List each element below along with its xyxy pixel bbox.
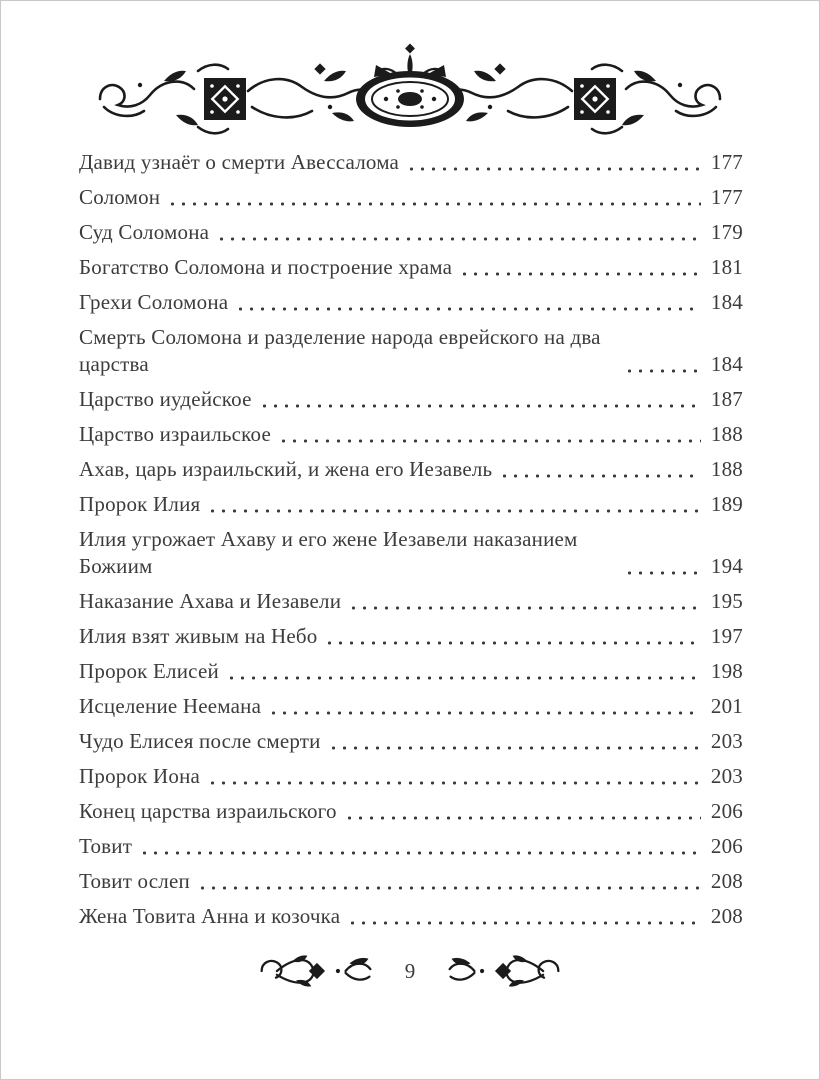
toc-entry [79, 868, 743, 895]
toc-entry-page: 194 [710, 554, 743, 578]
toc-entry-title: Царство израильское [79, 422, 271, 446]
toc-entry [79, 456, 743, 483]
toc-entry [79, 289, 743, 316]
toc-entry-page: 201 [710, 694, 743, 718]
toc-entry-page: 179 [710, 220, 743, 244]
toc-dot-leader [344, 816, 701, 820]
toc-entry [79, 833, 743, 860]
toc-entry-title: Конец царства израильского [79, 799, 337, 823]
toc-entry [79, 693, 743, 720]
toc-entry-page: 189 [710, 492, 743, 516]
toc-entry-title: Давид узнаёт о смерти Авессалома [79, 150, 400, 174]
toc-entry [79, 421, 743, 448]
toc-entry-title: Наказание Ахава и Иезавели [79, 589, 342, 613]
toc-dot-leader [624, 369, 701, 373]
toc-entry-page: 177 [710, 185, 743, 209]
toc-dot-leader [278, 439, 701, 443]
footer-ornament-left-icon [254, 949, 378, 993]
toc-entry-title: Пророк Илия [79, 492, 201, 516]
toc-entry-page: 208 [710, 904, 743, 928]
toc-dot-leader [624, 571, 701, 575]
toc-dot-leader [499, 474, 701, 478]
toc-dot-leader [259, 404, 701, 408]
toc-entry-page: 206 [710, 834, 743, 858]
toc-dot-leader [459, 272, 701, 276]
toc-entry-title: Чудо Елисея после смерти [79, 729, 321, 753]
toc-entry-page: 188 [710, 457, 743, 481]
page-footer [1, 949, 819, 993]
toc-entry-page: 197 [710, 624, 743, 648]
toc-entry-title: Суд Соломона [79, 220, 210, 244]
toc-dot-leader [207, 509, 701, 513]
toc-entry-page: 206 [710, 799, 743, 823]
toc-entry [79, 219, 743, 246]
toc-entry-page: 195 [710, 589, 743, 613]
toc-entry [79, 623, 743, 650]
filigree-headpiece-icon [80, 41, 740, 141]
toc-entry-title: Грехи Соломона [79, 290, 229, 314]
toc-entry-title: Товит [79, 834, 133, 858]
toc-entry [79, 324, 743, 378]
toc-entry-title: Соломон [79, 185, 161, 209]
toc-entry [79, 903, 743, 930]
toc-entry-page: 177 [710, 150, 743, 174]
header-ornament [80, 41, 740, 141]
toc-entry-title: Царство иудейское [79, 387, 252, 411]
toc-dot-leader [348, 606, 701, 610]
toc-dot-leader [167, 202, 701, 206]
toc-entry-title: Пророк Иона [79, 764, 201, 788]
toc-entry-title: Богатство Соломона и построение храма [79, 255, 453, 279]
toc-dot-leader [328, 746, 701, 750]
toc-dot-leader [324, 641, 701, 645]
toc-entry-page: 184 [710, 352, 743, 376]
toc-entry-page: 208 [710, 869, 743, 893]
toc-entry-title: Жена Товита Анна и козочка [79, 904, 341, 928]
toc-entry-page: 198 [710, 659, 743, 683]
toc-entry [79, 763, 743, 790]
table-of-contents [79, 149, 743, 938]
toc-entry-title: Илия взят живым на Небо [79, 624, 318, 648]
toc-entry-page: 203 [710, 764, 743, 788]
toc-dot-leader [139, 851, 701, 855]
toc-dot-leader [207, 781, 701, 785]
toc-dot-leader [268, 711, 701, 715]
toc-entry-page: 184 [710, 290, 743, 314]
toc-dot-leader [347, 921, 701, 925]
toc-entry-title: Смерть Соломона и разделение народа еврейского на два царства [79, 325, 601, 376]
toc-entry [79, 588, 743, 615]
toc-entry [79, 149, 743, 176]
toc-entry [79, 658, 743, 685]
page-number: 9 [404, 958, 416, 983]
toc-entry-title: Илия угрожает Ахаву и его жене Иезавели наказанием Божиим [79, 527, 578, 578]
toc-entry-title: Исцеление Неемана [79, 694, 262, 718]
toc-entry [79, 728, 743, 755]
toc-entry-title: Ахав, царь израильский, и жена его Иезавель [79, 457, 493, 481]
toc-entry-title: Товит ослеп [79, 869, 190, 893]
toc-entry-page: 187 [710, 387, 743, 411]
toc-dot-leader [235, 307, 701, 311]
footer-ornament-right-icon [442, 949, 566, 993]
toc-dot-leader [216, 237, 701, 241]
toc-entry [79, 798, 743, 825]
toc-entry [79, 184, 743, 211]
toc-entry-page: 203 [710, 729, 743, 753]
toc-entry-page: 181 [710, 255, 743, 279]
toc-dot-leader [406, 167, 701, 171]
toc-dot-leader [197, 886, 701, 890]
toc-entry-title: Пророк Елисей [79, 659, 219, 683]
toc-entry [79, 254, 743, 281]
toc-entry-page: 188 [710, 422, 743, 446]
toc-entry [79, 386, 743, 413]
toc-dot-leader [226, 676, 701, 680]
toc-entry [79, 526, 743, 580]
toc-entry [79, 491, 743, 518]
